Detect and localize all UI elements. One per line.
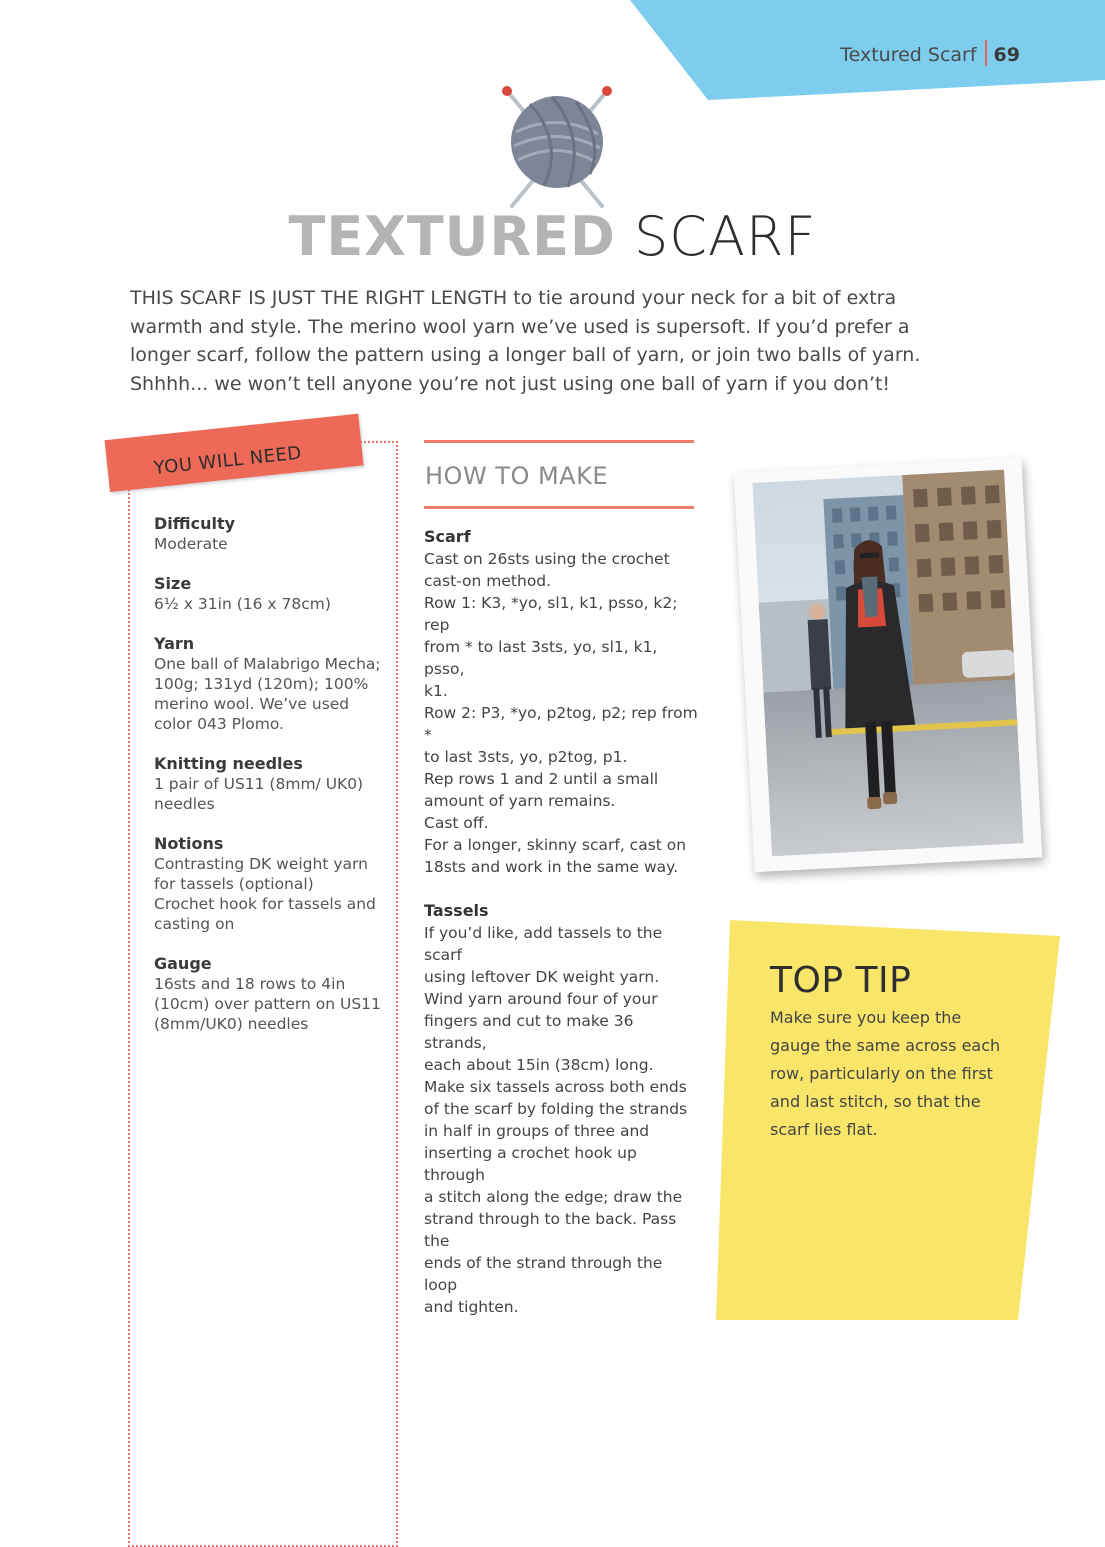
- need-item-heading: Size: [154, 574, 192, 593]
- how-to-make-bottom-rule: [424, 506, 694, 509]
- how-to-make-heading: HOW TO MAKE: [425, 462, 609, 490]
- need-item-value: 1 pair of US11 (8mm/ UK0) needles: [154, 775, 364, 813]
- instructions-section-text: Cast on 26sts using the crochet cast-on method. Row 1: K3, *yo, sl1, k1, psso, k2; rep from * to last 3sts, yo, sl1, k1, psso, k1. Row 2: P3, *yo, p2tog, p2; rep from * to last 3sts, yo, p2tog, p1. Rep rows 1 and 2 until a small amount of yarn remains. Cast off. For a longer, skinny scarf, cast on 18sts and work in the same way.: [424, 550, 698, 876]
- instructions-section-heading: Scarf: [424, 527, 471, 546]
- instructions-section-scarf: [424, 526, 699, 878]
- how-to-make-top-rule: [424, 440, 694, 443]
- need-item-size: [154, 574, 384, 614]
- need-item-heading: Notions: [154, 834, 224, 853]
- need-item-notions: [154, 834, 384, 934]
- need-item-gauge: [154, 954, 384, 1034]
- running-head-title: Textured Scarf: [840, 44, 977, 66]
- page-title: [0, 204, 1105, 270]
- top-tip-heading: TOP TIP: [770, 960, 912, 1001]
- you-will-need-list: [154, 514, 384, 1054]
- running-head-separator: [985, 40, 987, 66]
- need-item-value: Contrasting DK weight yarn for tassels (optional) Crochet hook for tassels and casting on: [154, 855, 376, 933]
- woman-wearing-scarf-photo: [752, 470, 1023, 857]
- instructions-section-text: If you’d like, add tassels to the scarf using leftover DK weight yarn. Wind yarn around four of your fingers and cut to make 36 strands, each about 15in (38cm) long. Make six tassels across both ends of the scarf by folding the strands in half in groups of three and inserting a crochet hook up through a stitch along the edge; draw the strand through to the back. Pass the ends of the strand through the loop and tighten.: [424, 924, 688, 1316]
- top-tip-text: Make sure you keep the gauge the same across each row, particularly on the first and last stitch, so that the scarf lies flat.: [770, 1008, 1001, 1139]
- need-item-value: 16sts and 18 rows to 4in (10cm) over pattern on US11 (8mm/UK0) needles: [154, 975, 381, 1033]
- need-item-value: Moderate: [154, 535, 228, 553]
- you-will-need-banner-label: YOU WILL NEED: [152, 442, 303, 479]
- instructions-section-tassels: [424, 900, 699, 1318]
- intro-paragraph: THIS SCARF IS JUST THE RIGHT LENGTH to tie around your neck for a bit of extra warmth and style. The merino wool yarn we’ve used is supersoft. If you’d prefer a longer scarf, follow the pattern using a longer ball of yarn, or join two balls of yarn. Shhhh... we won’t tell anyone you’re not just using one ball of yarn if you don’t!: [130, 287, 921, 395]
- yarn-ball-with-knitting-needles-icon: [494, 82, 620, 212]
- need-item-heading: Yarn: [154, 634, 195, 653]
- need-item-yarn: [154, 634, 384, 734]
- title-light-word: SCARF: [634, 205, 817, 268]
- need-item-knitting-needles: [154, 754, 384, 814]
- instructions-section-heading: Tassels: [424, 901, 489, 920]
- need-item-difficulty: [154, 514, 384, 554]
- need-item-heading: Difficulty: [154, 514, 236, 533]
- need-item-heading: Gauge: [154, 954, 212, 973]
- running-head: [760, 40, 1020, 66]
- title-bold-word: TEXTURED: [288, 205, 616, 268]
- how-to-make-instructions: [424, 526, 699, 1340]
- need-item-value: One ball of Malabrigo Mecha; 100g; 131yd (120m); 100% merino wool. We’ve used color 043 Plomo.: [154, 655, 381, 733]
- photo-illustration: [752, 470, 1023, 857]
- page-number: 69: [993, 44, 1020, 66]
- need-item-heading: Knitting needles: [154, 754, 303, 773]
- need-item-value: 6½ x 31in (16 x 78cm): [154, 595, 331, 613]
